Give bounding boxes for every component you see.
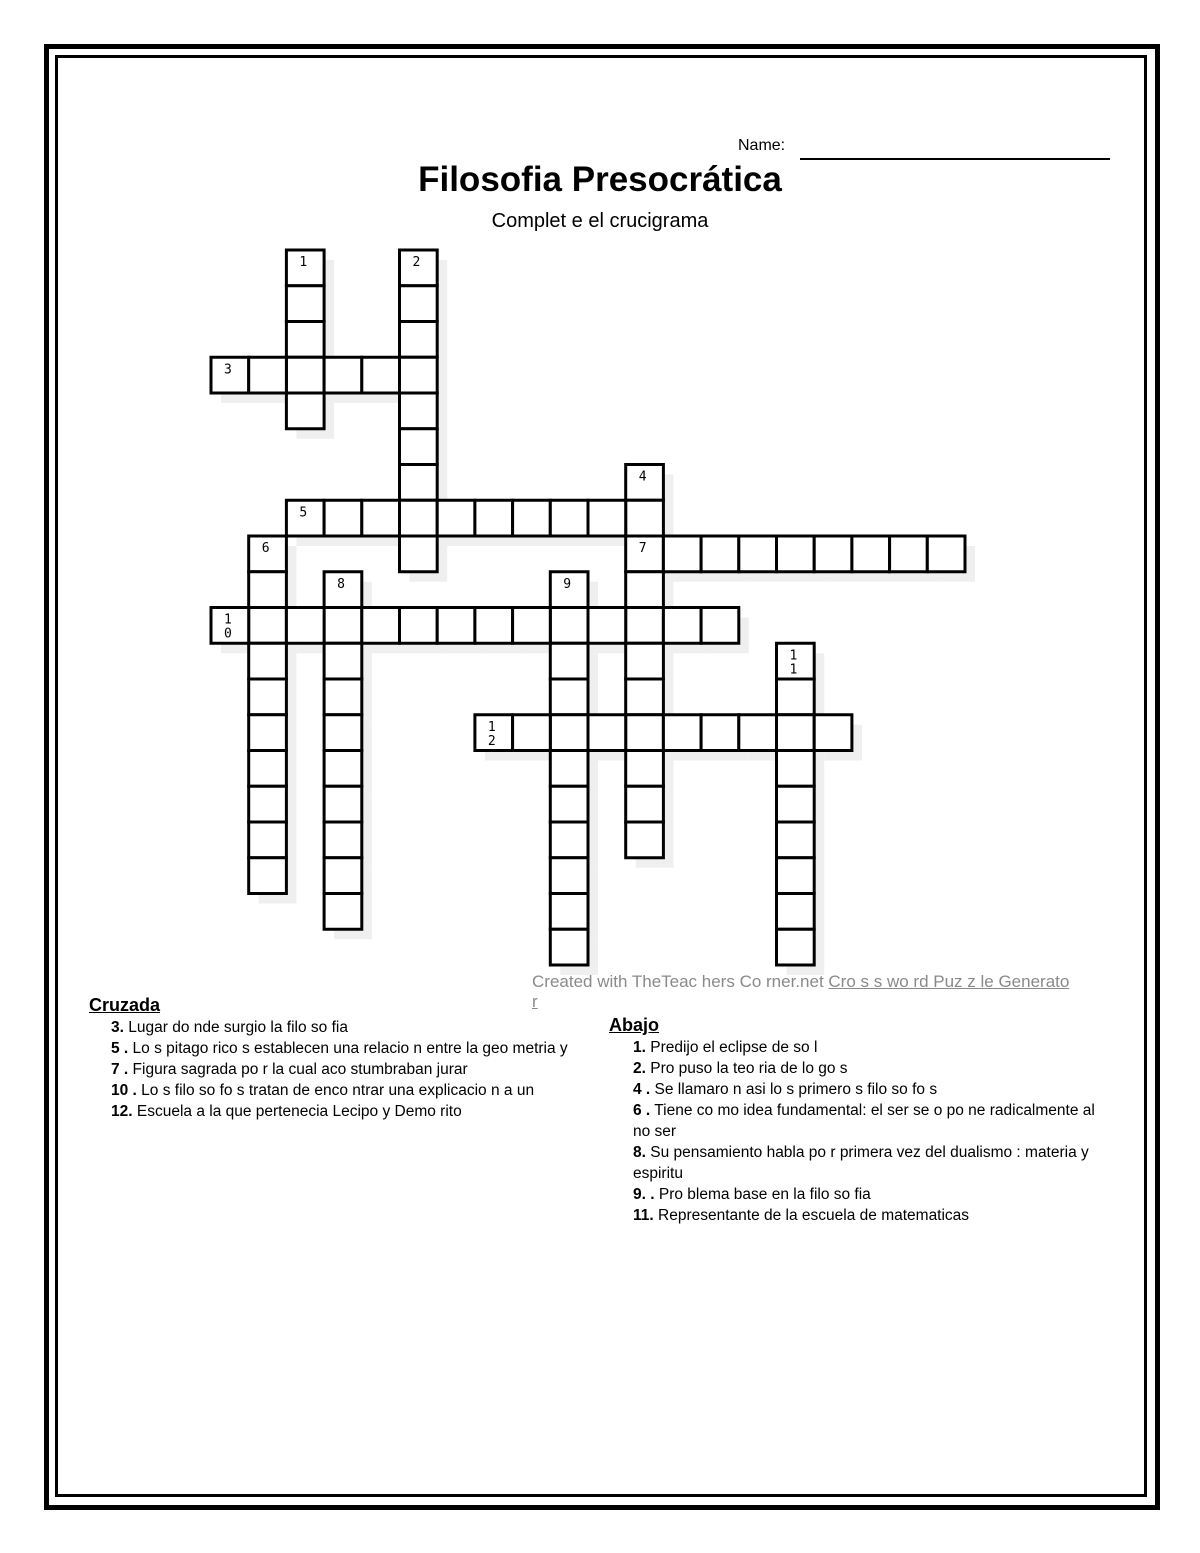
clue-number: 11. xyxy=(633,1207,654,1224)
crossword-cell[interactable] xyxy=(550,894,588,930)
page-title: Filosofia Presocrática xyxy=(418,160,782,199)
crossword-cell[interactable] xyxy=(701,608,739,644)
across-heading: Cruzada xyxy=(89,995,161,1015)
crossword-cell[interactable] xyxy=(249,858,287,894)
crossword-cell[interactable] xyxy=(588,500,626,536)
clue-number: 6 . xyxy=(633,1102,651,1119)
crossword-cell[interactable] xyxy=(550,786,588,822)
crossword-cell[interactable] xyxy=(400,536,438,572)
down-clue xyxy=(633,1184,1103,1205)
crossword-cell[interactable] xyxy=(626,643,664,679)
across-clue xyxy=(111,1038,571,1059)
clue-text: Lo s pitago rico s establecen una relacio n entre la geo metria y xyxy=(128,1040,568,1057)
crossword-cell[interactable] xyxy=(513,608,551,644)
crossword-cell[interactable] xyxy=(400,286,438,322)
cell-number: 9 xyxy=(563,576,572,592)
crossword-cell[interactable] xyxy=(475,500,513,536)
clue-number: 9. . xyxy=(633,1186,655,1203)
crossword-cell[interactable] xyxy=(286,286,324,322)
crossword-cell[interactable] xyxy=(249,572,287,608)
crossword-cell[interactable] xyxy=(626,500,664,536)
down-clue xyxy=(633,1100,1103,1142)
crossword-cell[interactable] xyxy=(324,786,362,822)
crossword-cell[interactable] xyxy=(437,608,475,644)
crossword-cell[interactable] xyxy=(701,536,739,572)
crossword-cell[interactable] xyxy=(550,715,588,751)
crossword-cell[interactable] xyxy=(324,357,362,393)
crossword-cell[interactable] xyxy=(249,751,287,787)
down-clue xyxy=(633,1142,1103,1184)
crossword-cell[interactable] xyxy=(890,536,928,572)
crossword-cell[interactable] xyxy=(324,858,362,894)
crossword-cell[interactable] xyxy=(663,608,701,644)
crossword-cell[interactable] xyxy=(626,572,664,608)
clue-text: Su pensamiento habla po r primera vez del dualismo : materia y espiritu xyxy=(633,1144,1089,1182)
clue-number: 8. xyxy=(633,1144,646,1161)
cell-number: 1 xyxy=(299,255,308,270)
crossword-cell[interactable] xyxy=(777,786,815,822)
crossword-cell[interactable] xyxy=(324,751,362,787)
across-clue-list xyxy=(111,1017,571,1122)
cell-number: 7 xyxy=(638,541,647,556)
crossword-cell[interactable] xyxy=(286,608,324,644)
clue-text: Se llamaro n asi lo s primero s filo so fo s xyxy=(650,1081,938,1098)
clue-text: Pro puso la teo ria de lo go s xyxy=(645,1060,848,1077)
crossword-cell[interactable] xyxy=(324,894,362,930)
clue-number: 2. xyxy=(633,1060,646,1077)
crossword-cell[interactable] xyxy=(249,786,287,822)
crossword-cell[interactable] xyxy=(550,643,588,679)
crossword-cell[interactable] xyxy=(324,643,362,679)
crossword-cell[interactable] xyxy=(400,465,438,501)
clue-text: Representante de la escuela de matematicas xyxy=(653,1207,970,1224)
crossword-cell[interactable] xyxy=(777,679,815,715)
clue-number: 1. xyxy=(633,1039,646,1056)
clue-text: Lo s filo so fo s tratan de enco ntrar una explicacio n a un xyxy=(136,1082,535,1099)
clue-text: Figura sagrada po r la cual aco stumbraban jurar xyxy=(128,1061,468,1078)
clue-text: Pro blema base en la filo so fia xyxy=(654,1186,871,1203)
clue-number: 7 . xyxy=(111,1061,129,1078)
crossword-cell[interactable] xyxy=(475,608,513,644)
crossword-cell[interactable] xyxy=(626,751,664,787)
crossword-cell[interactable] xyxy=(626,715,664,751)
crossword-cell[interactable] xyxy=(777,822,815,858)
crossword-cell[interactable] xyxy=(626,786,664,822)
crossword-cell[interactable] xyxy=(513,500,551,536)
cell-number: 1 2 xyxy=(487,719,496,749)
crossword-cell[interactable] xyxy=(777,929,815,965)
crossword-cell[interactable] xyxy=(324,822,362,858)
cell-number: 3 xyxy=(224,362,232,378)
crossword-cell[interactable] xyxy=(249,822,287,858)
crossword-cell[interactable] xyxy=(550,751,588,787)
crossword-cell[interactable] xyxy=(362,500,400,536)
crossword-cell[interactable] xyxy=(400,429,438,465)
crossword-cell[interactable] xyxy=(400,608,438,644)
crossword-cell[interactable] xyxy=(777,751,815,787)
crossword-cell[interactable] xyxy=(626,822,664,858)
clue-number: 12. xyxy=(111,1103,133,1120)
down-heading: Abajo xyxy=(609,1015,660,1035)
page-subtitle: Complet e el crucigrama xyxy=(491,210,709,232)
crossword-cell[interactable] xyxy=(400,500,438,536)
crossword-cell[interactable] xyxy=(324,608,362,644)
clue-text: Lugar do nde surgio la filo so fia xyxy=(123,1019,348,1036)
crossword-cell[interactable] xyxy=(286,357,324,393)
crossword-cell[interactable] xyxy=(550,500,588,536)
crossword-cell[interactable] xyxy=(701,715,739,751)
clue-text: Predijo el eclipse de so l xyxy=(645,1039,818,1056)
crossword-cell[interactable] xyxy=(324,715,362,751)
credit-text: Created with TheTeac hers Co rner.net xyxy=(532,972,829,991)
crossword-cell[interactable] xyxy=(249,715,287,751)
crossword-cell[interactable] xyxy=(400,322,438,358)
down-clue xyxy=(633,1079,1103,1100)
clue-number: 5 . xyxy=(111,1040,129,1057)
crossword-cell[interactable] xyxy=(777,536,815,572)
across-clue xyxy=(111,1080,571,1101)
cell-number: 2 xyxy=(412,255,421,270)
crossword-cell[interactable] xyxy=(777,858,815,894)
crossword-cell[interactable] xyxy=(814,715,852,751)
crossword-cell[interactable] xyxy=(550,858,588,894)
crossword-cell[interactable] xyxy=(739,536,777,572)
across-clue xyxy=(111,1101,571,1122)
crossword-cell[interactable] xyxy=(249,357,287,393)
clue-text: Escuela a la que pertenecia Lecipo y Demo rito xyxy=(132,1103,462,1120)
credit-line xyxy=(532,972,1072,1012)
clue-number: 10 . xyxy=(111,1082,137,1099)
crossword-cell[interactable] xyxy=(249,643,287,679)
crossword-cell[interactable] xyxy=(400,393,438,429)
crossword-cell[interactable] xyxy=(739,715,777,751)
crossword-cell[interactable] xyxy=(550,679,588,715)
down-clue-list xyxy=(633,1037,1103,1226)
crossword-cell[interactable] xyxy=(777,715,815,751)
down-clue xyxy=(633,1037,1103,1058)
crossword-cell[interactable] xyxy=(513,715,551,751)
cell-number: 1 1 xyxy=(789,648,798,678)
clue-number: 3. xyxy=(111,1019,124,1036)
crossword-cell[interactable] xyxy=(324,500,362,536)
crossword-cell[interactable] xyxy=(286,393,324,429)
across-clue xyxy=(111,1017,571,1038)
name-label: Name: xyxy=(738,137,786,154)
crossword-cell[interactable] xyxy=(663,536,701,572)
crossword-cell[interactable] xyxy=(286,322,324,358)
clue-text: Tiene co mo idea fundamental: el ser se o po ne radicalmente al no ser xyxy=(633,1102,1095,1140)
crossword-cell[interactable] xyxy=(249,608,287,644)
cell-number: 5 xyxy=(299,505,308,521)
crossword-cell[interactable] xyxy=(852,536,890,572)
crossword-cell[interactable] xyxy=(437,500,475,536)
cell-number: 4 xyxy=(638,469,647,485)
crossword-cell[interactable] xyxy=(249,679,287,715)
crossword-cell[interactable] xyxy=(362,357,400,393)
crossword-cell[interactable] xyxy=(626,608,664,644)
crossword-cell[interactable] xyxy=(777,894,815,930)
across-clue xyxy=(111,1059,571,1080)
down-clue xyxy=(633,1205,1103,1226)
crossword-cell[interactable] xyxy=(663,715,701,751)
crossword-cell[interactable] xyxy=(588,608,626,644)
down-clue xyxy=(633,1058,1103,1079)
crossword-cell[interactable] xyxy=(324,679,362,715)
clue-number: 4 . xyxy=(633,1081,651,1098)
cell-number: 6 xyxy=(261,541,270,556)
crossword-cell[interactable] xyxy=(814,536,852,572)
crossword-cell[interactable] xyxy=(550,608,588,644)
crossword-cell[interactable] xyxy=(550,822,588,858)
crossword-cell[interactable] xyxy=(362,608,400,644)
credit-link[interactable]: Cro s s wo rd Puz z le Generato r xyxy=(532,972,1070,1011)
crossword-cell[interactable] xyxy=(626,679,664,715)
crossword-cell[interactable] xyxy=(927,536,965,572)
cell-number: 8 xyxy=(337,576,345,592)
crossword-cell[interactable] xyxy=(550,929,588,965)
crossword-cell[interactable] xyxy=(588,715,626,751)
cell-number: 1 0 xyxy=(224,612,232,642)
crossword-cell[interactable] xyxy=(400,357,438,393)
